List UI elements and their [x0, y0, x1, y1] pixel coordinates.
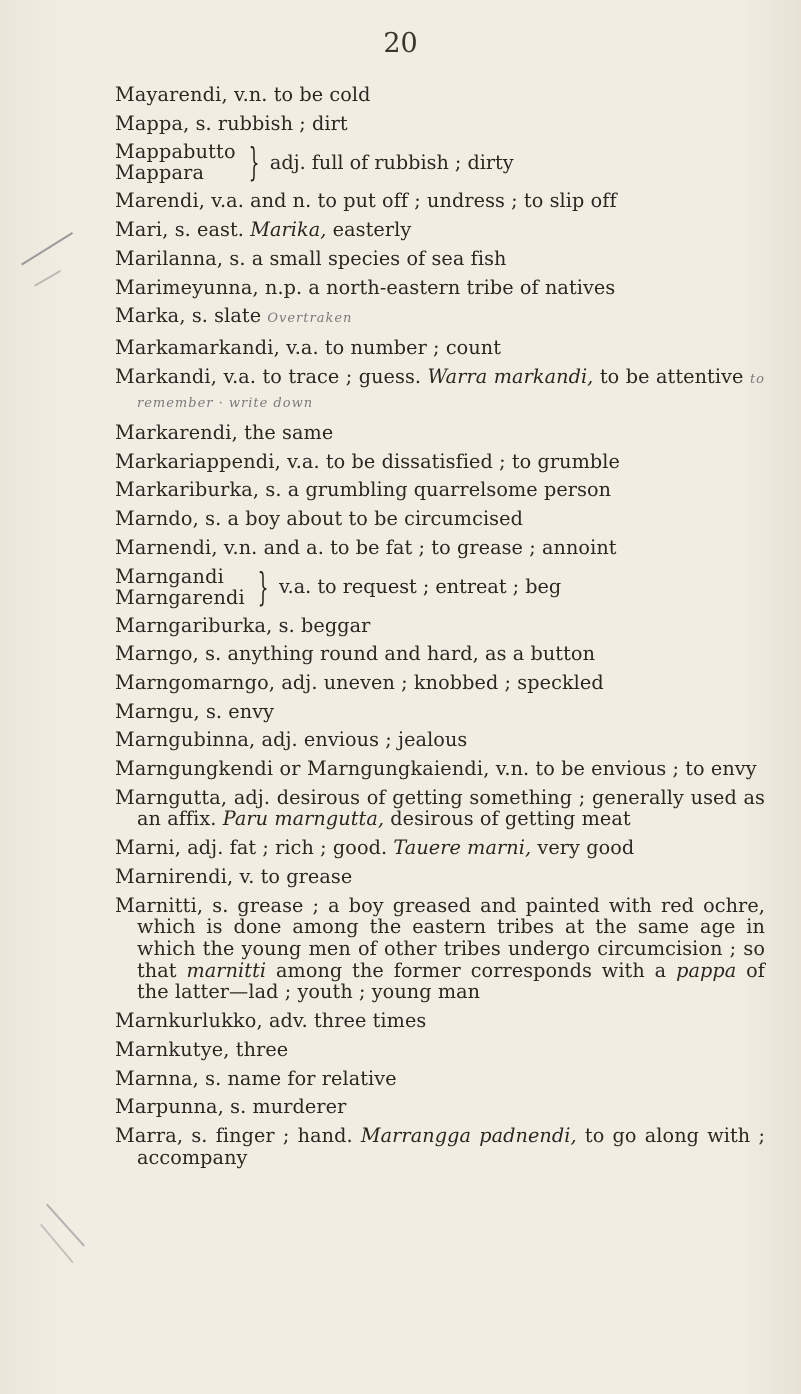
headword: Marnitti, [115, 893, 204, 917]
definition: v.a. to request ; entreat ; beg [279, 575, 562, 599]
headword: Mappa, [115, 111, 190, 135]
definition: s. name for relative [198, 1066, 397, 1090]
dictionary-entry [115, 758, 765, 780]
definition: v.n. to be envious ; to envy [489, 757, 757, 781]
definition: adj. envious ; jealous [255, 728, 468, 752]
brace-icon: } [248, 140, 260, 185]
headword: Marngubinna, [115, 728, 256, 752]
handwritten-annotation: Overtraken [267, 311, 353, 327]
headword: Marnna, [115, 1066, 199, 1090]
definition: s. rubbish ; dirt [189, 111, 348, 135]
definition: s. slate [185, 304, 268, 328]
headword: Markariburka, [115, 478, 260, 502]
headword: Mayarendi, [115, 83, 228, 106]
margin-pencil-mark [34, 270, 61, 287]
headword: Marngutta, [115, 785, 228, 809]
definition: s. beggar [272, 613, 371, 637]
headword: Marra, [115, 1123, 184, 1147]
headword: Marnkurlukko, [115, 1009, 263, 1033]
definition: v.a. to be dissatisfied ; to grumble [280, 449, 620, 473]
definition: v.a. to trace ; guess. [217, 364, 428, 388]
example-italic: marnitti [186, 958, 267, 982]
dictionary-entry [115, 729, 765, 751]
headword: Marendi, [115, 189, 206, 213]
dictionary-entry [115, 643, 765, 665]
headword: Marngu, [115, 699, 200, 723]
definition: s. a small species of sea fish [223, 246, 507, 270]
definition: v.a. to number ; count [279, 335, 502, 359]
dictionary-entry [115, 1010, 765, 1032]
definition: adj. fat ; rich ; good. [181, 836, 394, 860]
example-italic: Marrangga padnendi, [360, 1123, 577, 1147]
dictionary-entry [115, 615, 765, 637]
definition: v. to grease [233, 864, 353, 888]
headword: Marni, [115, 836, 182, 860]
definition: among the former corresponds with a [266, 958, 677, 982]
dictionary-entry [115, 1039, 765, 1061]
dictionary-entry [115, 837, 765, 859]
definition: very good [531, 836, 635, 860]
example-italic: pappa [676, 958, 737, 982]
headword: Mari, [115, 218, 169, 242]
headword: Marndo, [115, 507, 199, 531]
headword: Marnkutye, [115, 1037, 230, 1061]
headword: Markarendi, [115, 421, 238, 445]
definition: s. east. [168, 218, 251, 242]
definition: s. a boy about to be circumcised [198, 507, 523, 531]
entry-list [115, 84, 765, 1175]
dictionary-entry [115, 479, 765, 501]
definition: adv. three times [262, 1009, 427, 1033]
headword: Mappabutto [115, 140, 236, 164]
definition: v.n. and a. to be fat ; to grease ; annoint [217, 535, 617, 559]
definition: adj. uneven ; knobbed ; speckled [275, 670, 604, 694]
braced-headwords [115, 141, 240, 183]
dictionary-entry [115, 366, 765, 415]
dictionary-entry [115, 422, 765, 444]
dictionary-entry [115, 190, 765, 212]
dictionary-entry [115, 248, 765, 270]
headword: Markamarkandi, [115, 335, 280, 359]
headword: Marilanna, [115, 246, 224, 270]
headword: Marngomarngo, [115, 670, 276, 694]
dictionary-entry [115, 337, 765, 359]
definition: three [229, 1037, 289, 1061]
example-italic: Tauere marni, [393, 836, 532, 860]
definition: desirous of getting meat [384, 807, 631, 831]
headword: Marngo, [115, 642, 199, 666]
definition: to be attentive [593, 364, 750, 388]
dictionary-entry [115, 451, 765, 473]
headword: Marpunna, [115, 1095, 224, 1119]
dictionary-entry [115, 84, 765, 106]
definition: adj. desirous of getting something ; generally used as an affix. [137, 785, 765, 831]
dictionary-entry [115, 1096, 765, 1118]
headword: Marnirendi, [115, 864, 234, 888]
definition: s. murderer [223, 1095, 347, 1119]
dictionary-entry [115, 895, 765, 1004]
braced-headwords [115, 566, 249, 608]
definition: easterly [326, 218, 412, 242]
page-number: 20 [383, 28, 418, 59]
margin-pencil-mark [21, 232, 73, 265]
example-italic: Marika, [250, 218, 327, 242]
headword: Marngarendi [115, 585, 245, 609]
dictionary-entry [115, 1068, 765, 1090]
headword: Markandi, [115, 364, 218, 388]
dictionary-entry [115, 537, 765, 559]
dictionary-entry [115, 672, 765, 694]
definition: v.a. and n. to put off ; undress ; to slip off [205, 189, 617, 213]
definition: s. envy [199, 699, 275, 723]
brace-icon: } [257, 564, 269, 609]
headword: Marngariburka, [115, 613, 273, 637]
handwritten-annotation: to remember · write down [137, 371, 765, 412]
dictionary-entry [115, 866, 765, 888]
definition: the same [237, 421, 334, 445]
definition: adj. full of rubbish ; dirty [269, 150, 514, 174]
dictionary-entry [115, 113, 765, 135]
dictionary-entry-braced [115, 566, 765, 608]
dictionary-entry [115, 219, 765, 241]
example-italic: Paru marngutta, [222, 807, 385, 831]
dictionary-entry [115, 1125, 765, 1168]
definition: s. grease ; a boy greased and painted with red ochre, which is done among the eastern tribes at the same age in which the young men of other tribes undergo circumcision ; so that [137, 893, 765, 982]
definition: s. finger ; hand. [183, 1123, 361, 1147]
definition: s. a grumbling quarrelsome person [259, 478, 612, 502]
definition: s. anything round and hard, as a button [198, 642, 596, 666]
headword: Markariappendi, [115, 449, 281, 473]
example-italic: Warra markandi, [427, 364, 594, 388]
dictionary-entry [115, 701, 765, 723]
dictionary-entry-braced [115, 141, 765, 183]
definition: n.p. a north-eastern tribe of natives [258, 275, 616, 299]
headword: Marngungkendi or Marngungkaiendi, [115, 757, 490, 781]
dictionary-entry [115, 787, 765, 830]
headword: Marimeyunna, [115, 275, 259, 299]
dictionary-entry [115, 508, 765, 530]
headword: Mappara [115, 161, 205, 185]
headword: Marka, [115, 304, 186, 328]
definition: to go along with ; accompany [137, 1123, 766, 1169]
headword: Marngandi [115, 564, 224, 588]
headword: Marnendi, [115, 535, 218, 559]
dictionary-entry [115, 277, 765, 299]
definition: v.n. to be cold [227, 83, 371, 106]
definition: of the latter—lad ; youth ; young man [137, 958, 765, 1004]
dictionary-entry [115, 305, 765, 330]
